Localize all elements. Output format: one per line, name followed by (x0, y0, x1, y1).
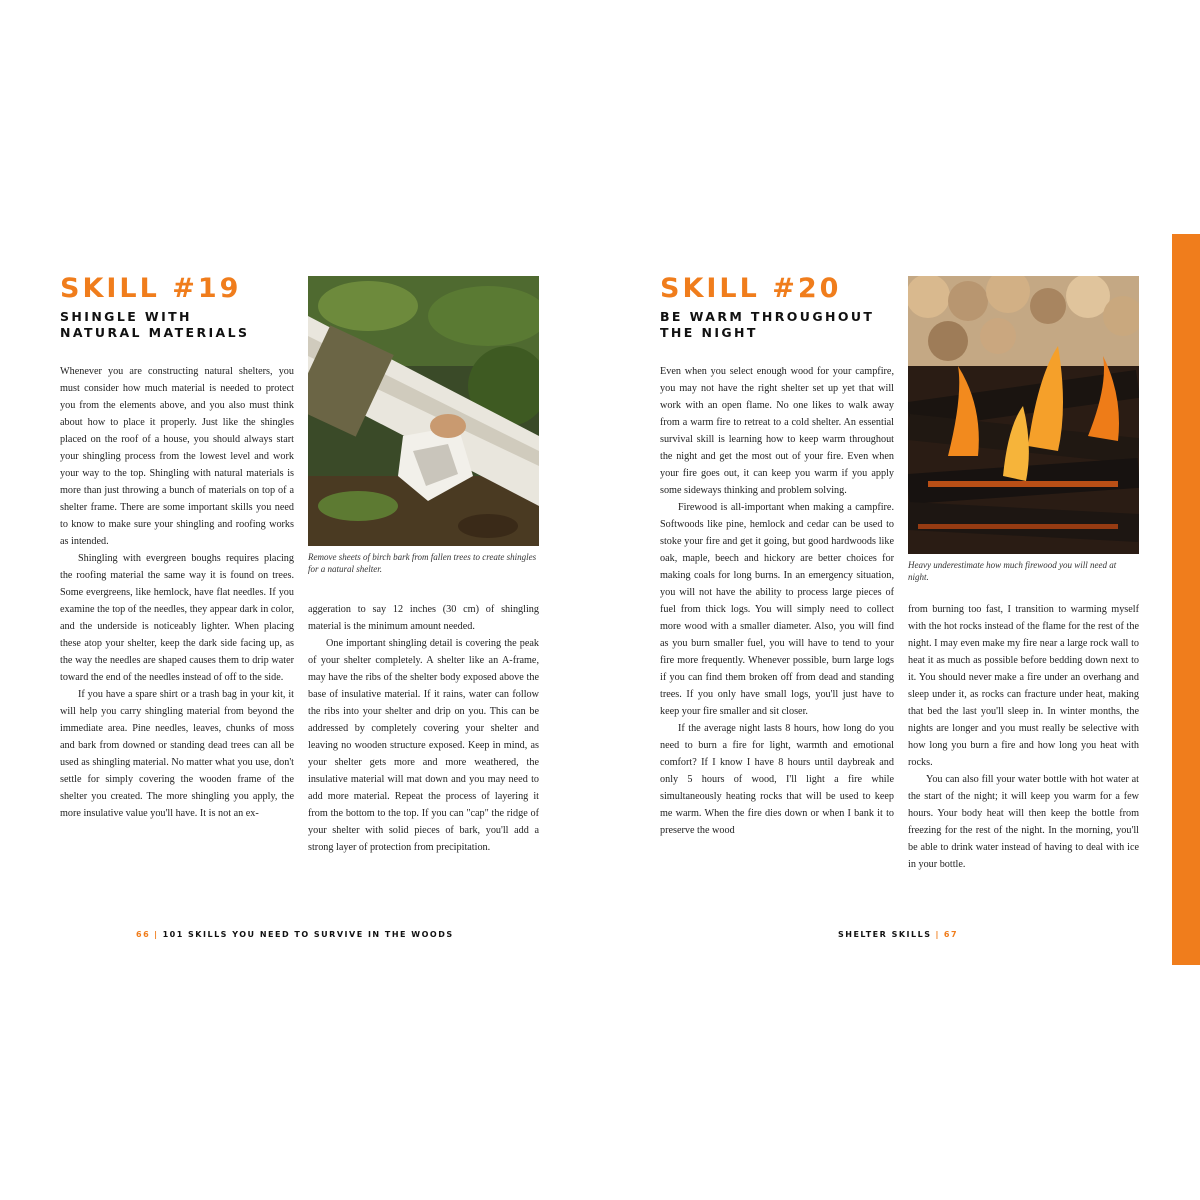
paragraph: Even when you select enough wood for your campfire, you may not have the right shelter set up yet that will work with an open flame. No one likes to walk away from a warm fire to retreat to a cold shelter. An essential survival skill is learning how to keep warm throughout the night and get the most out of your fire. Even when your fire goes out, it can keep you warm if you apply some sideways thinking and problem solving. (660, 366, 894, 496)
book-title: 101 SKILLS YOU NEED TO SURVIVE IN THE WOODS (162, 930, 454, 939)
chapter-tab (1172, 234, 1200, 965)
paragraph: If the average night lasts 8 hours, how long do you need to burn a fire for light, warmth and emotional comfort? If I know I have 8 hours until daybreak and only 5 hours of wood, I'll light a fire while simultaneously heating rocks that will be used to keep me warm. When the fire dies down or when I bank it to preserve the wood (660, 723, 894, 836)
subtitle-line-2: THE NIGHT (660, 325, 758, 340)
birch-bark-photo (308, 276, 539, 546)
campfire-photo (908, 276, 1139, 554)
section-title: SHELTER SKILLS (838, 930, 932, 939)
skill-number-heading: SKILL #19 (60, 273, 242, 304)
skill-number-heading: SKILL #20 (660, 273, 842, 304)
skill-subtitle (60, 309, 300, 341)
subtitle-line-1: BE WARM THROUGHOUT (660, 309, 875, 324)
paragraph: Shingling with evergreen boughs requires placing the roofing material the same way it is found on trees. Some evergreens, like hemlock, have flat needles. If you examine the top of the needles, they appear dark in color, and the underside is noticeably lighter. When placing these atop your shelter, keep the dark side facing up, as the way the needles are shaped causes them to drip water toward the end of the needles instead of off to the side. (60, 553, 294, 683)
footer-separator: | (154, 930, 159, 939)
body-column-2 (908, 601, 1139, 896)
page-footer-left (136, 930, 454, 939)
paragraph: Whenever you are constructing natural shelters, you must consider how much material is needed to protect you from the elements above, and you also must think about how to place it properly. Just like the shingles placed on the roof of a house, you should always start your shingling process from the lowest level and work your way to the top. Shingling with natural materials is more than just throwing a bunch of materials on top of a shelter frame. There are some important skills you need to know to make sure your shingling and roofing works as intended. (60, 366, 294, 547)
skill-subtitle (660, 309, 900, 341)
body-column-1 (660, 363, 894, 893)
footer-separator: | (935, 930, 940, 939)
body-column-1 (60, 363, 294, 893)
campfire-photo-icon (908, 276, 1139, 554)
page-number: 67 (943, 930, 959, 939)
page-number: 66 (136, 930, 151, 939)
page-footer-right (838, 930, 958, 939)
photo-caption: Heavy underestimate how much firewood you will need at night. (908, 560, 1117, 582)
birch-bark-photo-icon (308, 276, 539, 546)
paragraph: If you have a spare shirt or a trash bag in your kit, it will help you carry shingling material from beyond the immediate area. Pine needles, leaves, chunks of moss and bark from downed or standing dead trees can all be used as shingling material. No matter what you use, don't settle for simply covering the wooden frame of the shelter you created. The more shingling you apply, the more insulative value you'll have. It is not an ex- (60, 689, 294, 819)
subtitle-line-1: SHINGLE WITH (60, 309, 192, 324)
paragraph: from burning too fast, I transition to warming myself with the hot rocks instead of the flame for the rest of the night. I may even make my fire near a large rock wall to heat it as much as possible before bedding down next to it. You should never make a fire under an overhang and sleep under it, as rocks can fracture under heat, making that bed the last you'll sleep in. In winter months, the nights are longer and you must really be selective with how long you burn a fire and how long you heat with rocks. (908, 604, 1139, 768)
paragraph: Firewood is all-important when making a campfire. Softwoods like pine, hemlock and cedar can be used to stoke your fire and get it going, but good hardwoods like oak, maple, beech and hickory are better choices for making coals for long burns. In an emergency situation, you will not have the ability to process large pieces of fuel from thick logs. You will simply need to collect more wood with a smaller diameter. Also, you will find as you burn smaller fuel, you will have to tend to your fire more frequently. Whenever possible, burn large logs if you can find them broken off from dead and standing trees. If you only have small logs, you'll just have to keep your fire smaller and sit closer. (660, 502, 894, 717)
paragraph: You can also fill your water bottle with hot water at the start of the night; it will keep you warm for a few hours. Your body heat will then keep the bottle from freezing for the rest of the night. In the morning, you'll be able to drink water instead of having to deal with ice in your bottle. (908, 774, 1139, 870)
paragraph: aggeration to say 12 inches (30 cm) of shingling material is the minimum amount needed. (308, 604, 539, 632)
paragraph: One important shingling detail is covering the peak of your shelter completely. A shelter like an A-frame, may have the ribs of the shelter body exposed above the base of insulative material. If it rains, water can follow the ribs into your shelter and drip on you. This can be addressed by completely covering your shelter and leaving no wooden structure exposed. Keep in mind, as your shelter gets more and more weathered, the insulative material will mat down and you may need to add more material. Repeat the process of layering it from the bottom to the top. If you can "cap" the ridge of your shelter with solid pieces of bark, you'll add a strong layer of protection from precipitation. (308, 638, 539, 853)
subtitle-line-2: NATURAL MATERIALS (60, 325, 250, 340)
body-column-2 (308, 601, 539, 896)
photo-caption: Remove sheets of birch bark from fallen trees to create shingles for a natural shelter. (308, 552, 537, 574)
